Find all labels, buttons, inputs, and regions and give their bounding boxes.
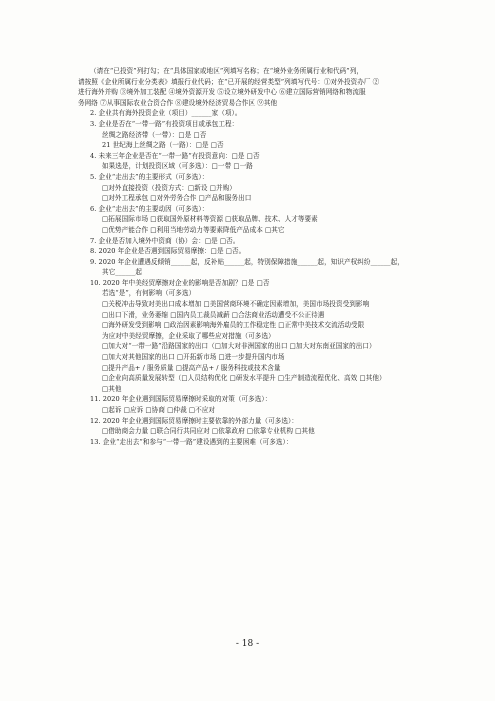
- text-line: 7. 企业是否加入境外中资商（协）会：□是 □否。: [90, 236, 240, 245]
- text-line: □拓展国际市场 □获取国外原材料等资源 □获取品牌、技术、人才等要素: [102, 215, 318, 224]
- text-line: □加大对其他国家的出口 □开拓新市场 □进一步提升国内市场: [102, 353, 285, 362]
- text-line: 为应对中美经贸摩擦，企业采取了哪些应对措施（可多选）: [102, 331, 275, 340]
- text-line: □出口下滑，业务萎缩 □国内员工裁员减薪 □合法商业活动遭受不公正待遇: [102, 310, 325, 319]
- text-line: □企业向高质量发展转型（□人员结构优化 □研发水平提升 □生产制造流程优化、高效 □其他）: [102, 374, 386, 383]
- text-line: 4. 未来三年企业是否在“一带一路”有投资意向：□是 □否: [90, 151, 260, 160]
- text-line: 2. 企业共有海外投资企业（项目）______家（项）。: [90, 109, 242, 118]
- text-line: 10. 2020 年中美经贸摩擦对企业的影响是否加剧？□是 □否: [90, 278, 270, 287]
- text-line: 其它______起: [102, 268, 143, 277]
- text-line: □加大对“一带一路”沿路国家的出口（□加大对非洲国家的出口 □加大对东南亚国家的出口）: [102, 342, 376, 351]
- text-line: □对外工程承包 □对外劳务合作 □产品和服务出口: [102, 194, 252, 203]
- text-line: □关税冲击导致对美出口成本增加 □美国营商环境不确定因素增加，美国市场投资受到影响: [102, 300, 370, 309]
- text-line: □起诉 □应诉 □协商 □仲裁 □不应对: [102, 406, 216, 414]
- text-line: □其他: [102, 384, 122, 393]
- text-line: 如果选是，计划投资区域（可多选）：□一带 □一路: [102, 162, 253, 171]
- text-line: （请在“已投资”列打勾；在“具体国家或地区”列填写名称；在“境外业务所属行业和代码”列，: [90, 67, 363, 75]
- text-line: 务网络 ⑦从事国际农业合资合作 ⑧建设境外经济贸易合作区 ⑨其他: [78, 98, 278, 107]
- text-line: 5. 企业“走出去”的主要形式（可多选）：: [90, 172, 209, 181]
- survey-text-body: [78, 66, 456, 447]
- text-line: 9. 2020 年企业遭遇反倾销______起，反补贴______起，特别保障措施______起，知识产权纠纷______起，: [90, 257, 404, 266]
- text-line: 丝绸之路经济带（一带）：□是 □否: [102, 130, 207, 139]
- text-line: □提升产品+ / 服务质量 □提高产品+ / 服务科技或技术含量: [102, 363, 281, 372]
- text-line: 8. 2020 年企业是否遇到国际贸易摩擦：□是 □否。: [90, 247, 246, 256]
- text-line: 6. 企业“走出去”的主要动因（可多选）：: [90, 204, 209, 213]
- text-line: □海外研发受到影响 □政治因素影响海外雇员的工作稳定性 □正常中美技术交流活动受限: [102, 321, 365, 330]
- text-line: 3. 企业是否在“一带一路”有投资项目或承包工程：: [90, 119, 239, 128]
- text-line: □对外直接投资（投资方式：□新设 □并购）: [102, 183, 236, 192]
- page-number: - 18 -: [235, 639, 260, 649]
- text-line: 13. 企业“走出去”和参与“一带一路”建设遇到的主要困难（可多选）：: [90, 437, 293, 446]
- text-line: 12. 2020 年企业遇到国际贸易摩擦时主要依靠的外部力量（可多选）：: [90, 416, 298, 425]
- text-line: □借助商会力量 □联合同行共同应对 □依靠政府 □依靠专业机构 □其他: [102, 427, 315, 436]
- text-line: 11. 2020 年企业遇到国际贸易摩擦时采取的对策（可多选）：: [90, 395, 272, 404]
- text-line: □优势产能合作 □利用当地劳动力等要素降低产品成本 □其它: [102, 225, 285, 234]
- text-line: 21 世纪海上丝绸之路（一路）：□是 □否: [102, 141, 224, 150]
- text-line: 若选“是”，有何影响（可多选）: [102, 289, 196, 298]
- text-line: 进行海外并购 ③境外加工装配 ④境外资源开发 ⑤设立境外研发中心 ⑥建立国际营销网络和物流服: [78, 88, 366, 97]
- text-line: 请按照《企业所属行业分类表》填报行业代码；在“已开展的经营类型”列填写代号：①对外投资办厂 ②: [78, 77, 380, 86]
